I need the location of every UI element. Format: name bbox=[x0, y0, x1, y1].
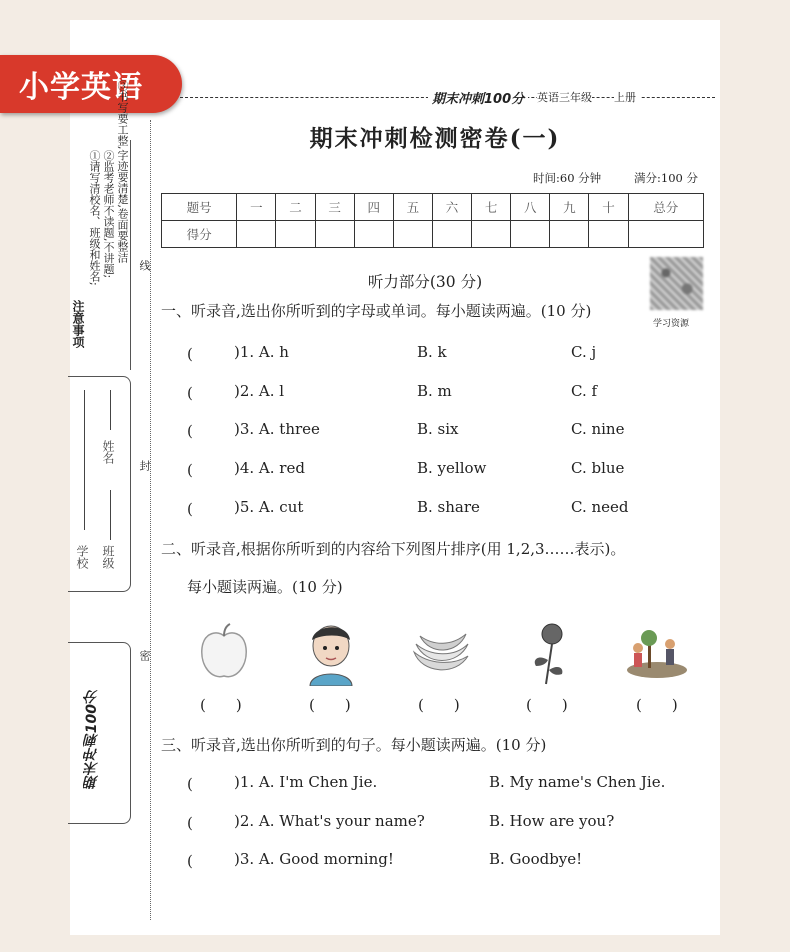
s1-item-5-c: C. need bbox=[571, 498, 629, 516]
s1-item-4-c: C. blue bbox=[571, 459, 625, 477]
school-label: 学校 bbox=[75, 545, 89, 569]
picture-answer-paren[interactable]: ( ) bbox=[418, 696, 460, 714]
boy-icon bbox=[300, 620, 362, 686]
s1-item-1-c: C. j bbox=[571, 343, 597, 361]
answer-paren[interactable]: ( bbox=[187, 422, 223, 440]
apple-icon bbox=[196, 622, 254, 684]
s1-item-5-a: )5. A. cut bbox=[234, 498, 304, 516]
class-fill-line bbox=[110, 490, 111, 540]
score-cell: 题号 bbox=[162, 194, 237, 221]
section1-instruction: 一、听录音,选出你所听到的字母或单词。每小题读两遍。(10 分) bbox=[161, 302, 592, 320]
s1-item-3-a: )3. A. three bbox=[234, 420, 320, 438]
series-title: 期末冲刺100分 bbox=[428, 88, 528, 107]
score-entry-cell[interactable] bbox=[511, 221, 550, 248]
answer-paren[interactable]: ( bbox=[187, 814, 223, 832]
score-cell: 八 bbox=[511, 194, 550, 221]
spine-title: 期末冲刺100分 bbox=[84, 690, 100, 790]
note-1: ①请写清校名、班级和姓名; bbox=[88, 150, 101, 286]
bind-mark: 密 bbox=[138, 650, 151, 661]
score-cell: 总分 bbox=[628, 194, 703, 221]
seal-mark: 封 bbox=[138, 460, 151, 471]
score-cell: 十 bbox=[589, 194, 628, 221]
s3-item-2-b: B. How are you? bbox=[489, 812, 615, 830]
score-cell: 七 bbox=[472, 194, 511, 221]
s3-item-3-b: B. Goodbye! bbox=[489, 850, 583, 868]
note-2: ②监考老师不读题,不讲题; bbox=[102, 150, 115, 279]
picture-answer-paren[interactable]: ( ) bbox=[636, 696, 678, 714]
score-cell: 二 bbox=[276, 194, 315, 221]
score-entry-cell[interactable] bbox=[550, 221, 589, 248]
rose-icon bbox=[524, 620, 574, 686]
score-table-score-row bbox=[162, 221, 704, 248]
score-cell: 六 bbox=[432, 194, 471, 221]
score-cell: 四 bbox=[354, 194, 393, 221]
s1-item-2-a: )2. A. l bbox=[234, 382, 285, 400]
class-label: 班级 bbox=[101, 545, 115, 569]
score-entry-cell[interactable] bbox=[589, 221, 628, 248]
score-cell: 三 bbox=[315, 194, 354, 221]
score-entry-cell[interactable] bbox=[432, 221, 471, 248]
score-row-label: 得分 bbox=[162, 221, 237, 248]
qr-code-icon[interactable] bbox=[650, 257, 703, 310]
s1-item-4-b: B. yellow bbox=[417, 459, 487, 477]
score-cell: 五 bbox=[393, 194, 432, 221]
score-table-header-row bbox=[162, 194, 704, 221]
page-title: 期末冲刺检测密卷(一) bbox=[309, 125, 561, 152]
volume-label: 上册 bbox=[614, 89, 640, 105]
school-fill-line bbox=[84, 390, 85, 530]
section3-instruction: 三、听录音,选出你所听到的句子。每小题读两遍。(10 分) bbox=[161, 736, 547, 754]
name-label: 姓名 bbox=[101, 440, 115, 464]
picture-answer-paren[interactable]: ( ) bbox=[526, 696, 568, 714]
answer-paren[interactable]: ( bbox=[187, 345, 223, 363]
score-table bbox=[161, 193, 704, 248]
s1-item-3-c: C. nine bbox=[571, 420, 625, 438]
banana-icon bbox=[408, 622, 472, 678]
listening-section-heading: 听力部分(30 分) bbox=[367, 273, 483, 291]
section2-instruction: 二、听录音,根据你所听到的内容给下列图片排序(用 1,2,3……表示)。 bbox=[161, 540, 626, 558]
s3-item-2-a: )2. A. What's your name? bbox=[234, 812, 425, 830]
line-mark: 线 bbox=[138, 260, 151, 271]
score-cell: 九 bbox=[550, 194, 589, 221]
subject-badge-label: 小学英语 bbox=[19, 70, 143, 105]
score-entry-cell[interactable] bbox=[354, 221, 393, 248]
answer-paren[interactable]: ( bbox=[187, 852, 223, 870]
s3-item-1-a: )1. A. I'm Chen Jie. bbox=[234, 773, 378, 791]
exam-paper bbox=[70, 20, 720, 935]
answer-paren[interactable]: ( bbox=[187, 384, 223, 402]
time-limit: 时间:60 分钟 bbox=[533, 171, 602, 185]
s1-item-5-b: B. share bbox=[417, 498, 480, 516]
name-fill-line bbox=[110, 390, 111, 430]
score-entry-cell[interactable] bbox=[628, 221, 703, 248]
s1-item-1-b: B. k bbox=[417, 343, 447, 361]
score-entry-cell[interactable] bbox=[315, 221, 354, 248]
score-entry-cell[interactable] bbox=[393, 221, 432, 248]
qr-caption: 学习资源 bbox=[653, 319, 690, 329]
section2-instruction-cont: 每小题读两遍。(10 分) bbox=[187, 578, 343, 596]
s3-item-3-a: )3. A. Good morning! bbox=[234, 850, 394, 868]
grade-label: 英语三年级 bbox=[537, 91, 592, 104]
answer-paren[interactable]: ( bbox=[187, 461, 223, 479]
notes-label: 注意事项 bbox=[71, 300, 85, 348]
tree-planting-icon bbox=[624, 624, 690, 680]
score-cell: 一 bbox=[237, 194, 276, 221]
s3-item-1-b: B. My name's Chen Jie. bbox=[489, 773, 666, 791]
picture-answer-paren[interactable]: ( ) bbox=[200, 696, 242, 714]
s1-item-2-b: B. m bbox=[417, 382, 452, 400]
note-3: ③书写要工整,字迹要清楚,卷面要整洁 bbox=[116, 80, 129, 263]
binding-line bbox=[150, 120, 151, 920]
score-entry-cell[interactable] bbox=[276, 221, 315, 248]
picture-answer-paren[interactable]: ( ) bbox=[309, 696, 351, 714]
answer-paren[interactable]: ( bbox=[187, 775, 223, 793]
s1-item-1-a: )1. A. h bbox=[234, 343, 289, 361]
s1-item-3-b: B. six bbox=[417, 420, 459, 438]
score-entry-cell[interactable] bbox=[237, 221, 276, 248]
s1-item-4-a: )4. A. red bbox=[234, 459, 305, 477]
full-score: 满分:100 分 bbox=[634, 171, 698, 185]
answer-paren[interactable]: ( bbox=[187, 500, 223, 518]
score-entry-cell[interactable] bbox=[472, 221, 511, 248]
s1-item-2-c: C. f bbox=[571, 382, 598, 400]
